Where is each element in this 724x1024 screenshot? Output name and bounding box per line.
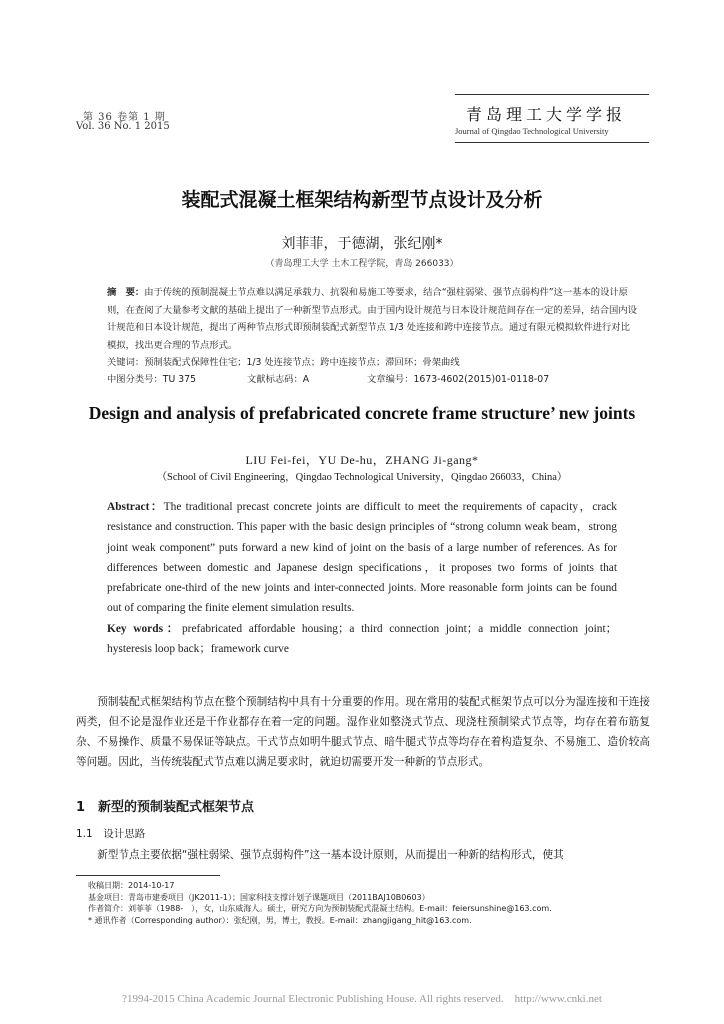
abstract-en [107, 497, 617, 619]
footnote-author-bio: 作者简介：刘菲菲（1988- ），女，山东威海人。硕士，研究方向为预制装配式混凝土结构。E-mail：feiersunshine@163.com. [88, 904, 552, 913]
footnote-corresponding: * 通讯作者（Corresponding author）：张纪刚，男，博士，教授。E-mail：zhangjigang_hit@163.com. [88, 915, 472, 925]
footnote-rule [76, 875, 220, 876]
abstract-zh [107, 284, 637, 354]
keywords-zh-label: 关键词： [107, 357, 145, 368]
authors-en: LIU Fei-fei，YU De-hu，ZHANG Ji-gang* [245, 453, 479, 467]
abstract-en-text: The traditional precast concrete joints are difficult to meet the requirements of capacity，crack resistance and construction. This paper with the basic design principles of “strong column weak beam，strong joint weak component” puts forward a new kind of joint on the basis of a large number of references. As for differences between domestic and Japanese design specifications，it proposes two forms of joints that prefabricate one-third of the new joints and inter-connected joints. More reasonable form joints can be found out of comparing the finite element simulation results. [107, 501, 617, 615]
document-code: 文献标志码：A [247, 374, 310, 385]
volume-issue-zh: 第 36 卷第 1 期 [83, 112, 166, 123]
keywords-zh-text: 预制装配式保障性住宅；1/3 处连接节点；跨中连接节点；滞回环；骨架曲线 [144, 357, 460, 368]
abstract-en-label: Abstract： [107, 501, 164, 513]
journal-name-zh: 青岛理工大学学报 [466, 105, 627, 124]
keywords-en-text: prefabricated affordable housing；a third connection joint；a middle connection joint；hysteresis loop back；framework curve [107, 623, 617, 656]
cnki-watermark: ?1994-2015 China Academic Journal Electronic Publishing House. All rights reserved. http://www.cnki.net [122, 993, 602, 1005]
footnotes [88, 880, 648, 926]
article-title-en: Design and analysis of prefabricated concrete frame structure’ new joints [88, 403, 636, 423]
volume-issue-en: Vol. 36 No. 1 2015 [76, 121, 170, 132]
abstract-zh-label: 摘 要： [107, 287, 145, 298]
footnote-funding: 基金项目：青岛市建委项目（JK2011-1）；国家科技支撑计划子课题项目（2011BAJ10B0603） [88, 892, 430, 902]
clc-number: 中图分类号：TU 375 [107, 374, 196, 385]
affiliation-en: （School of Civil Engineering，Qingdao Technological University，Qingdao 266033，China） [156, 472, 568, 483]
keywords-zh [107, 354, 637, 372]
keywords-en [107, 619, 617, 660]
header-rule-bottom [455, 142, 649, 143]
body-paragraph: 新型节点主要依据“强柱弱梁、强节点弱构件”这一基本设计原则，从而提出一种新的结构形式，使其 [97, 849, 564, 861]
abstract-zh-text: 由于传统的预制混凝土节点难以满足承载力、抗裂和易施工等要求，结合“强柱弱梁、强节点弱构件”这一基本的设计原则，在查阅了大量参考文献的基础上提出了一种新型节点形式。由于国内设计规范与日本设计规范间存在一定的差异，结合国内设计规范和日本设计规范，提出了两种节点形式即预制装配式新型节点 1/3 处连接和跨中连接节点。通过有限元模拟软件进行对比模拟，找出更合理的节点形式。 [107, 287, 637, 351]
subsection-heading: 1.1 设计思路 [76, 828, 146, 840]
journal-name-en: Journal of Qingdao Technological University [455, 126, 609, 136]
affiliation-zh: （青岛理工大学 土木工程学院，青岛 266033） [265, 259, 459, 269]
section-heading: 1 新型的预制装配式框架节点 [76, 800, 255, 815]
article-title-zh: 装配式混凝土框架结构新型节点设计及分析 [181, 189, 543, 211]
article-number: 文章编号：1673-4602(2015)01-0118-07 [367, 374, 550, 385]
body-paragraph: 预制装配式框架结构节点在整个预制结构中具有十分重要的作用。现在常用的装配式框架节点可以分为湿连接和干连接两类，但不论是湿作业还是干作业都存在着一定的问题。湿作业如整浇式节点、现浇柱预制梁式节点等，均存在着布筋复杂、不易操作、质量不易保证等缺点。干式节点如明牛腿式节点、暗牛腿式节点等均存在着构造复杂、不易施工、造价较高等问题。因此，当传统装配式节点难以满足要求时，就迫切需要开发一种新的节点形式。 [76, 696, 650, 768]
footnote-received: 收稿日期：2014-10-17 [88, 881, 175, 890]
keywords-en-label: Key words： [107, 623, 182, 635]
header-rule-top [455, 94, 649, 95]
classification-row [107, 371, 549, 385]
authors-zh: 刘菲菲，于德湖，张纪刚* [281, 236, 443, 252]
